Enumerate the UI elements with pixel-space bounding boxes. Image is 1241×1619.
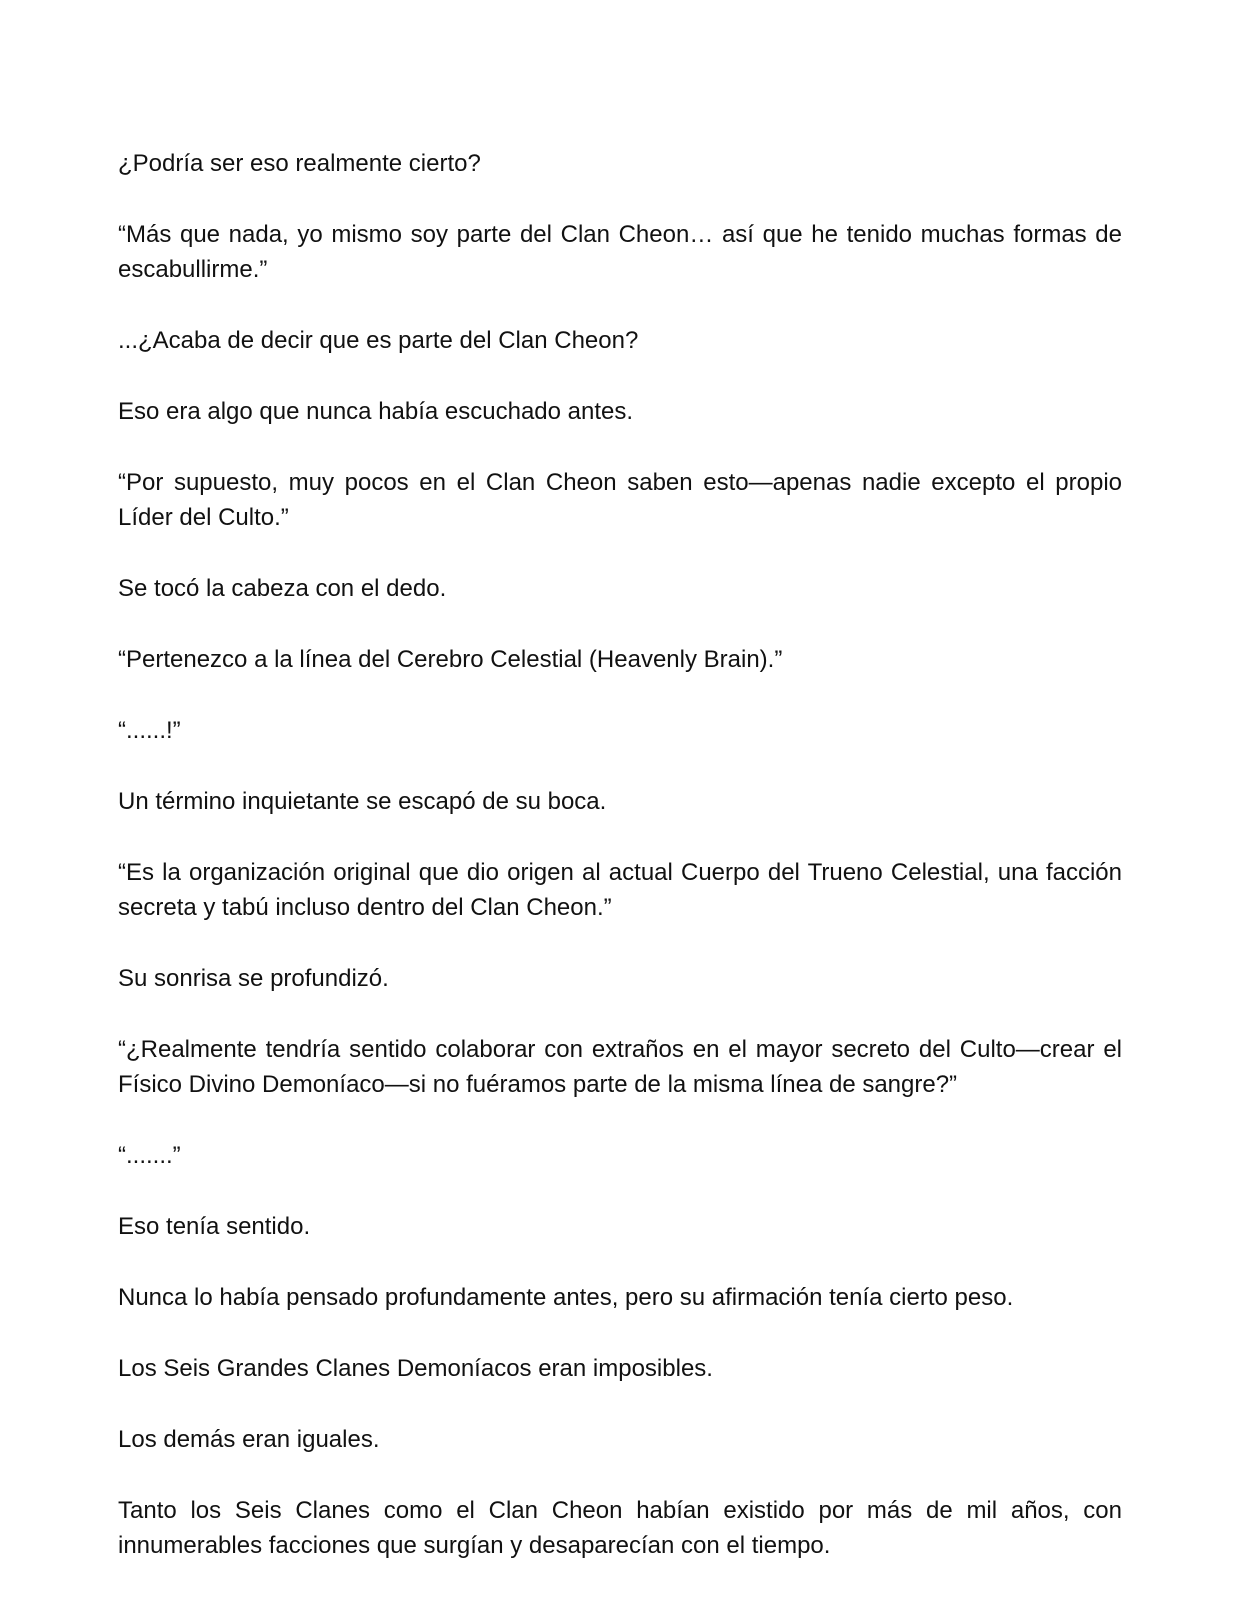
paragraph: Los demás eran iguales. xyxy=(118,1426,380,1453)
paragraph: Tanto los Seis Clanes como el Clan Cheon habían existido por más de mil años, con innumerables facciones que surgían y desaparecían con el tiempo. xyxy=(118,1497,1122,1559)
paragraph: “Pertenezco a la línea del Cerebro Celestial (Heavenly Brain).” xyxy=(118,646,783,673)
paragraph: Eso tenía sentido. xyxy=(118,1213,311,1240)
paragraph: “.......” xyxy=(118,1142,181,1169)
paragraph: Su sonrisa se profundizó. xyxy=(118,965,389,992)
document-page xyxy=(118,146,1122,1599)
paragraph: ¿Podría ser eso realmente cierto? xyxy=(118,150,481,177)
paragraph: “Es la organización original que dio origen al actual Cuerpo del Trueno Celestial, una facción secreta y tabú incluso dentro del Clan Cheon.” xyxy=(118,859,1122,921)
paragraph: “......!” xyxy=(118,717,181,744)
paragraph: “Más que nada, yo mismo soy parte del Clan Cheon… así que he tenido muchas formas de escabullirme.” xyxy=(118,221,1122,283)
paragraph: ...¿Acaba de decir que es parte del Clan Cheon? xyxy=(118,327,639,354)
paragraph: Eso era algo que nunca había escuchado antes. xyxy=(118,398,634,425)
paragraph: “Por supuesto, muy pocos en el Clan Cheon saben esto—apenas nadie excepto el propio Líder del Culto.” xyxy=(118,469,1122,531)
paragraph: “¿Realmente tendría sentido colaborar con extraños en el mayor secreto del Culto—crear el Físico Divino Demoníaco—si no fuéramos parte de la misma línea de sangre?” xyxy=(118,1036,1122,1098)
paragraph: Los Seis Grandes Clanes Demoníacos eran imposibles. xyxy=(118,1355,713,1382)
paragraph: Nunca lo había pensado profundamente antes, pero su afirmación tenía cierto peso. xyxy=(118,1284,1014,1311)
paragraph: Se tocó la cabeza con el dedo. xyxy=(118,575,447,602)
paragraph: Un término inquietante se escapó de su boca. xyxy=(118,788,607,815)
